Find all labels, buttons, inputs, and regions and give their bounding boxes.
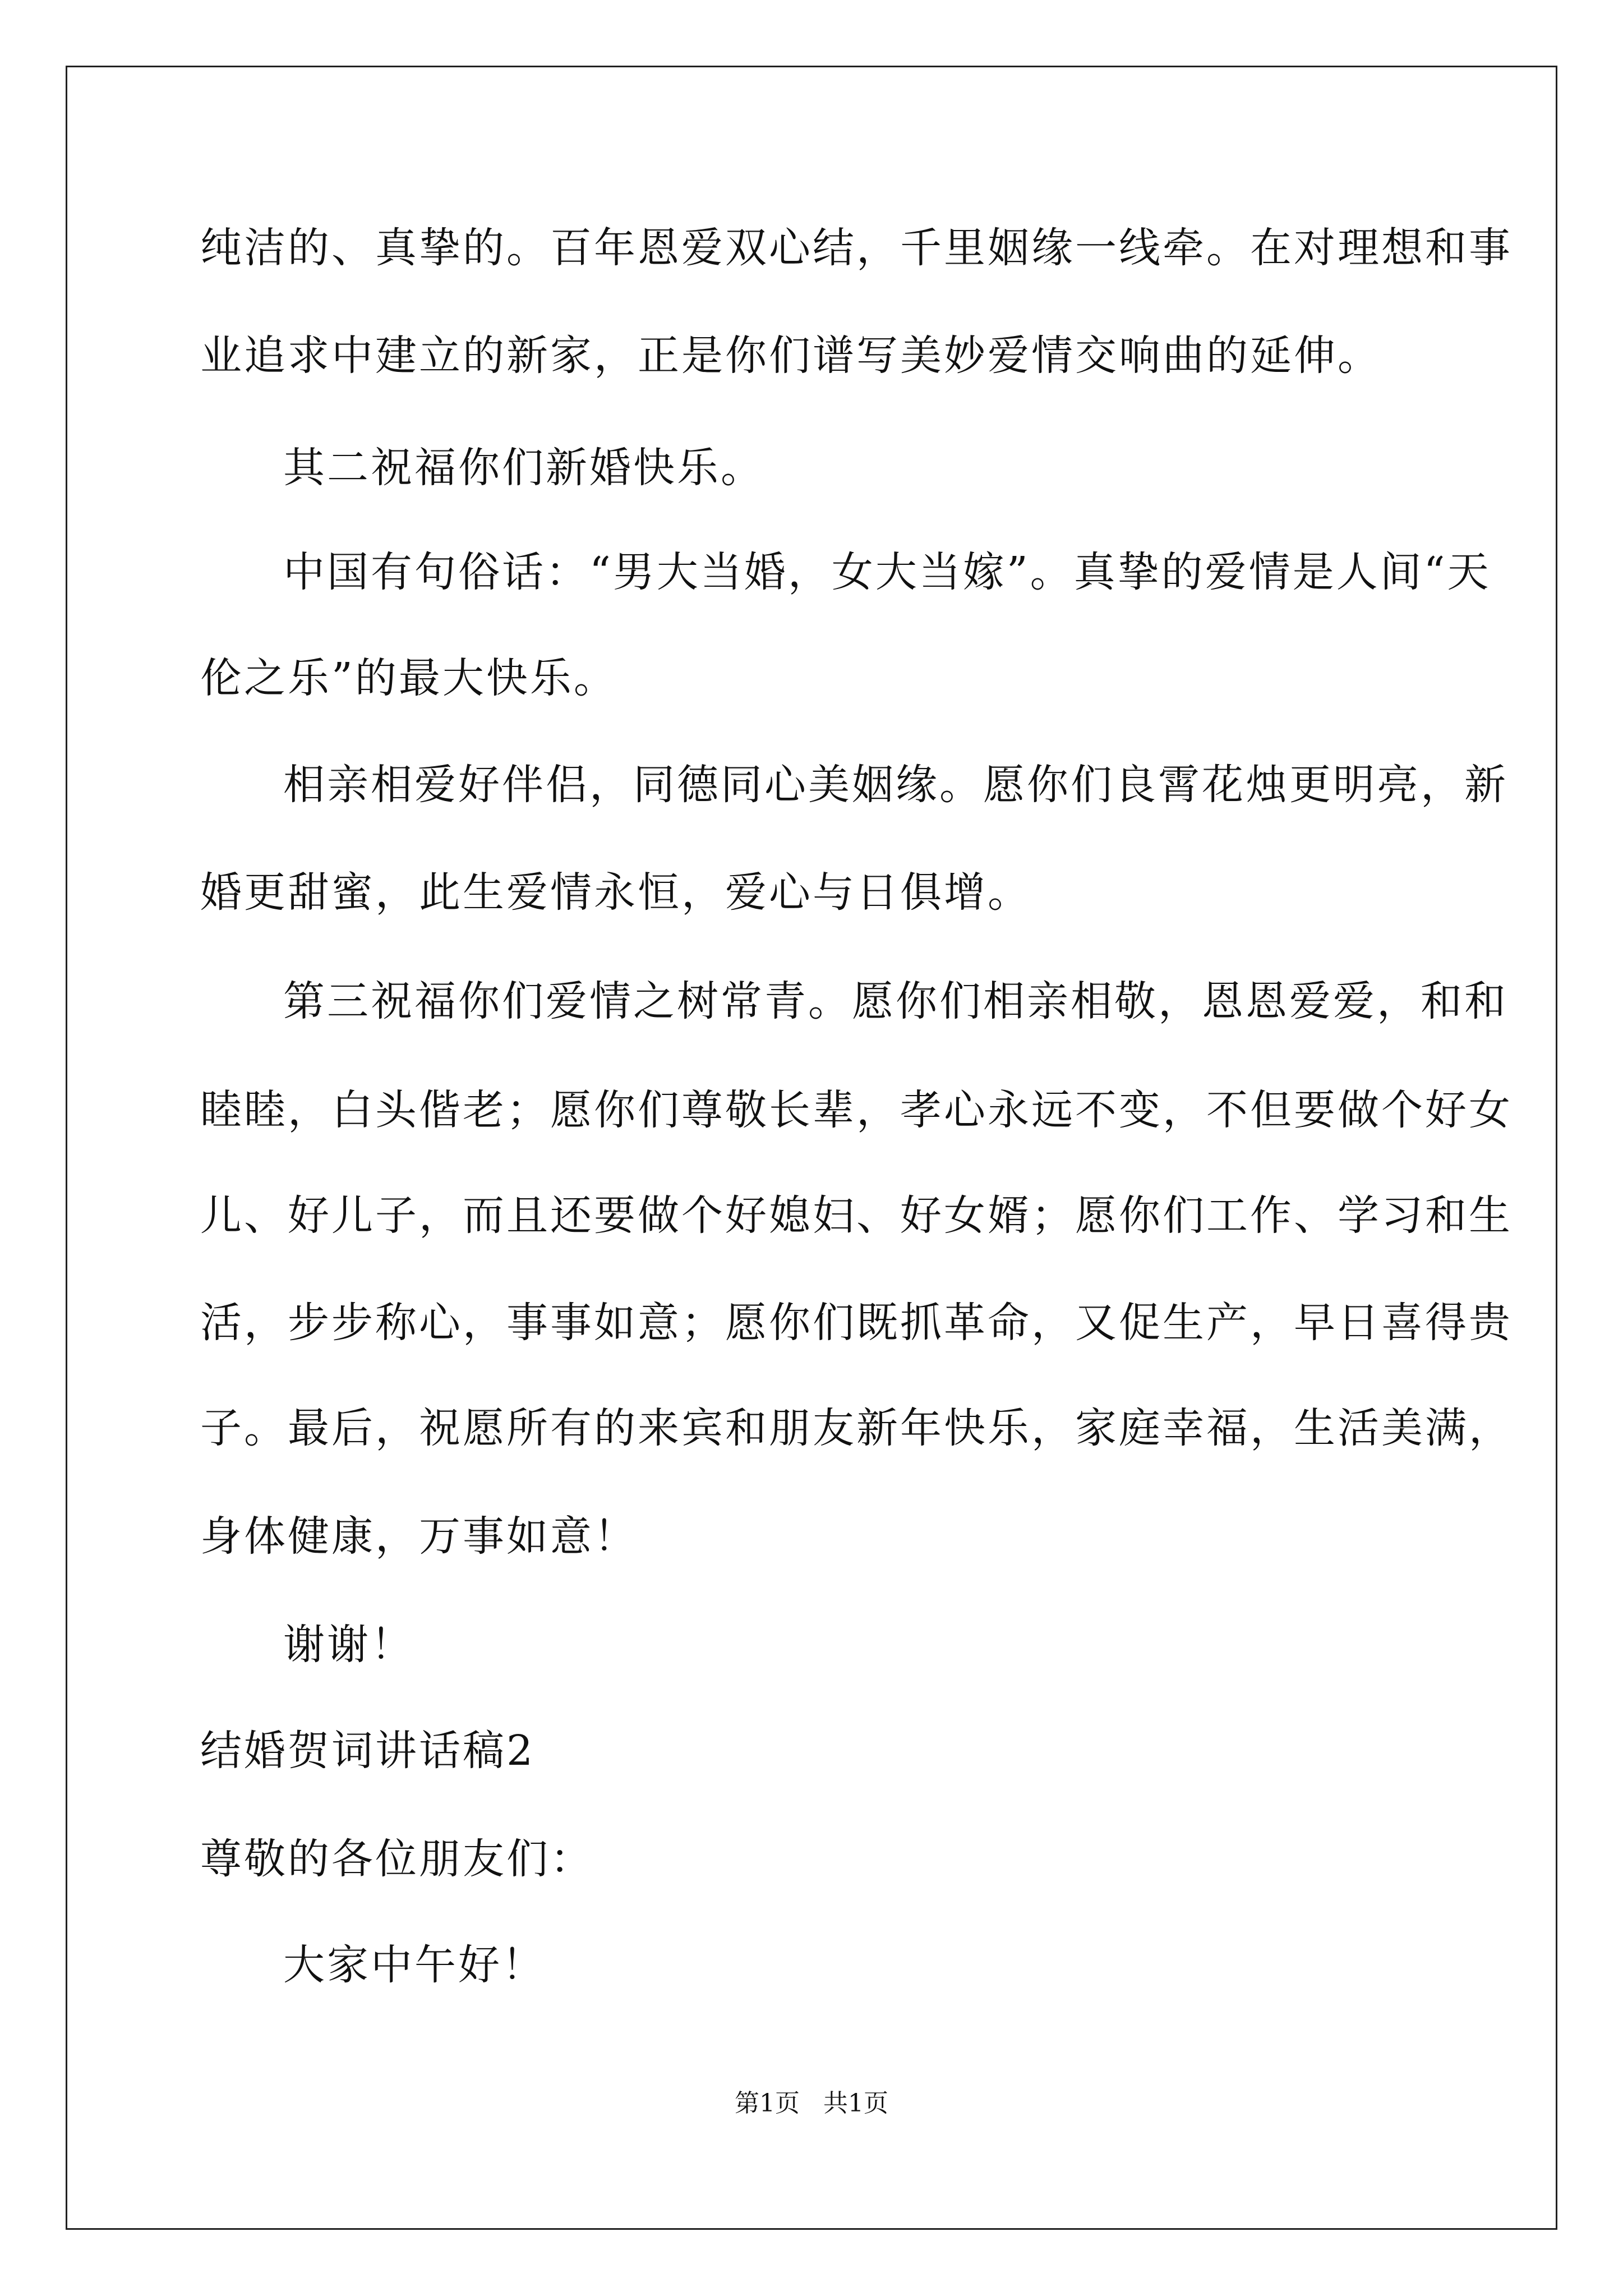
- section-heading: 结婚贺词讲话稿2: [200, 1727, 536, 1775]
- paragraph-line: 业追求中建立的新家，正是你们谱写美妙爱情交响曲的延伸。: [200, 332, 1381, 380]
- paragraph-line: 其二祝福你们新婚快乐。: [283, 444, 764, 492]
- paragraph-line: 中国有句俗话：“男大当婚，女大当嫁”。真挚的爱情是人间“天: [283, 548, 1491, 596]
- paragraph-line: 身体健康，万事如意！: [200, 1512, 638, 1561]
- paragraph-line: 活，步步称心，事事如意；愿你们既抓革命，又促生产，早日喜得贵: [200, 1299, 1513, 1347]
- salutation: 尊敬的各位朋友们：: [200, 1835, 594, 1883]
- paragraph-line: 相亲相爱好伴侣，同德同心美姻缘。愿你们良霄花烛更明亮，新: [283, 761, 1508, 809]
- paragraph-line: 儿、好儿子，而且还要做个好媳妇、好女婿；愿你们工作、学习和生: [200, 1191, 1513, 1240]
- page-border: [66, 66, 1557, 2230]
- paragraph-line: 谢谢！: [283, 1621, 414, 1669]
- paragraph-line: 第三祝福你们爱情之树常青。愿你们相亲相敬，恩恩爱爱，和和: [283, 977, 1508, 1025]
- paragraph-line: 纯洁的、真挚的。百年恩爱双心结，千里姻缘一线牵。在对理想和事: [200, 224, 1513, 272]
- paragraph-line: 婚更甜蜜，此生爱情永恒，爱心与日俱增。: [200, 868, 1031, 917]
- paragraph-line: 伦之乐”的最大快乐。: [200, 654, 617, 702]
- greeting: 大家中午好！: [283, 1941, 546, 1989]
- paragraph-line: 睦睦，白头偕老；愿你们尊敬长辈，孝心永远不变，不但要做个好女: [200, 1086, 1513, 1134]
- paragraph-line: 子。最后，祝愿所有的来宾和朋友新年快乐，家庭幸福，生活美满，: [200, 1404, 1513, 1452]
- page-footer: 第1页 共1页: [735, 2089, 888, 2118]
